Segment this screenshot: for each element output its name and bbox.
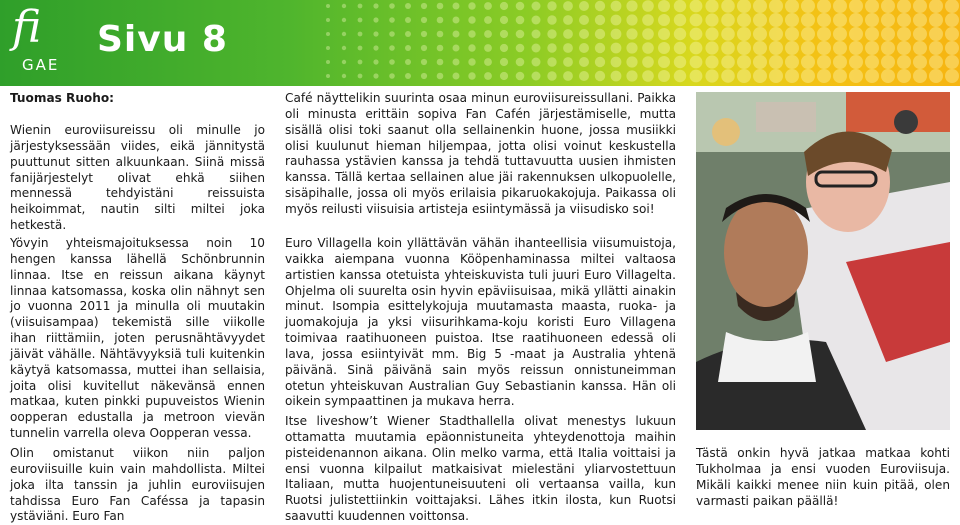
- decorative-dot: [801, 41, 815, 55]
- decorative-dot: [516, 16, 525, 25]
- decorative-dot: [421, 45, 427, 51]
- decorative-dot: [405, 73, 411, 79]
- decorative-dot: [547, 15, 556, 24]
- decorative-dot: [690, 0, 703, 12]
- decorative-dot: [833, 0, 847, 13]
- logo-gae-text: GAE: [22, 56, 60, 74]
- decorative-dot: [484, 44, 492, 52]
- decorative-dot: [705, 41, 718, 54]
- decorative-dot: [785, 27, 799, 41]
- decorative-dot: [484, 58, 492, 66]
- decorative-dot: [881, 55, 895, 69]
- decorative-dot: [881, 13, 895, 27]
- paragraph: Yövyin yhteismajoituksessa noin 10 hengen kanssa lähellä Schönbrunnin linnaa. Itse en reissun aikana käynyt linnaa katsomassa, koska olin nähnyt sen jo vuonna 2011 ja minulla oli muutakin (viisuisampaa) tekemistä sille viikolle ihan riittämiin, joten perusnähtävyydet jäivät vähälle. Nähtävyyksiä tuli kuitenkin käytyä katsomassa, muttei ihan sellaisia, joita olisi kuvitellut näkevänsä ennen matkaa, kuten pinkki pupuveistos Wienin oopperan edustalla ja metroon vievän tunnelin varrella oleva Oopperan vessa.: [10, 236, 265, 441]
- decorative-dot: [801, 0, 815, 13]
- decorative-dot: [595, 57, 605, 67]
- decorative-dot: [913, 0, 927, 13]
- decorative-dot: [500, 44, 508, 52]
- decorative-dot: [532, 58, 541, 67]
- decorative-dot: [705, 27, 718, 40]
- decorative-dot: [611, 29, 622, 40]
- decorative-dot: [897, 13, 911, 27]
- decorative-dot: [516, 30, 525, 39]
- column-3: [696, 446, 950, 509]
- decorative-dot: [405, 17, 411, 23]
- decorative-dot: [453, 73, 460, 80]
- decorative-dot: [705, 13, 718, 26]
- decorative-dot: [833, 69, 847, 83]
- decorative-dot: [929, 13, 943, 27]
- decorative-dot: [421, 3, 427, 9]
- decorative-dot: [579, 1, 589, 11]
- decorative-dot: [405, 31, 411, 37]
- decorative-dot: [642, 28, 654, 40]
- decorative-dot: [642, 42, 654, 54]
- decorative-dot: [611, 43, 622, 54]
- decorative-dot: [437, 73, 444, 80]
- decorative-dot: [373, 17, 378, 22]
- decorative-dot: [737, 41, 751, 55]
- decorative-dot: [753, 13, 767, 27]
- decorative-dot: [342, 4, 346, 8]
- decorative-dot: [801, 55, 815, 69]
- decorative-dot: [881, 27, 895, 41]
- decorative-dot: [484, 72, 492, 80]
- decorative-dot: [595, 15, 605, 25]
- decorative-dot: [817, 27, 831, 41]
- column-2-body-2: [285, 236, 676, 410]
- decorative-dot: [626, 56, 637, 67]
- column-1-body: [10, 123, 265, 234]
- decorative-dot: [405, 45, 411, 51]
- decorative-dot: [484, 30, 492, 38]
- decorative-dot: [453, 3, 460, 10]
- decorative-dot: [642, 0, 654, 12]
- decorative-dot: [468, 72, 475, 79]
- decorative-dot: [484, 2, 492, 10]
- decorative-dot: [833, 13, 847, 27]
- decorative-dot: [849, 69, 863, 83]
- decorative-dot: [389, 73, 395, 79]
- column-1: [10, 91, 265, 107]
- decorative-dot: [500, 72, 508, 80]
- decorative-dot: [326, 74, 330, 78]
- decorative-dot: [674, 14, 686, 26]
- decorative-dot: [642, 70, 654, 82]
- decorative-dot: [358, 4, 363, 9]
- decorative-dot: [769, 27, 783, 41]
- decorative-dot: [389, 45, 395, 51]
- decorative-dot: [532, 30, 541, 39]
- decorative-dot: [897, 55, 911, 69]
- decorative-dot: [945, 27, 959, 41]
- decorative-dot: [547, 43, 556, 52]
- decorative-dot: [690, 70, 703, 83]
- decorative-dot: [737, 27, 751, 41]
- decorative-dot: [484, 16, 492, 24]
- decorative-dot: [326, 60, 330, 64]
- decorative-dot: [579, 29, 589, 39]
- decorative-dot: [358, 46, 363, 51]
- decorative-dot: [389, 3, 395, 9]
- decorative-dot: [865, 41, 879, 55]
- decorative-dot: [468, 2, 475, 9]
- decorative-dot: [468, 58, 475, 65]
- decorative-dot: [500, 2, 508, 10]
- decorative-dot: [563, 71, 573, 81]
- decorative-dot: [437, 31, 444, 38]
- decorative-dot: [421, 17, 427, 23]
- decorative-dot: [658, 0, 670, 12]
- decorative-dot: [897, 69, 911, 83]
- decorative-dot: [849, 55, 863, 69]
- decorative-dot: [833, 41, 847, 55]
- decorative-dot: [721, 27, 735, 41]
- column-1-body-2: [10, 236, 265, 442]
- decorative-dot: [690, 14, 703, 27]
- decorative-dot: [913, 41, 927, 55]
- decorative-dot: [865, 69, 879, 83]
- decorative-dot: [358, 32, 363, 37]
- decorative-dot: [373, 59, 378, 64]
- decorative-dot: [516, 2, 525, 11]
- decorative-dot: [817, 55, 831, 69]
- decorative-dot: [563, 29, 573, 39]
- decorative-dot: [405, 59, 411, 65]
- decorative-dot: [785, 0, 799, 13]
- decorative-dot: [833, 55, 847, 69]
- decorative-dot: [690, 56, 703, 69]
- paragraph: Olin omistanut viikon niin paljon euroviisuille kuin vain mahdollista. Miltei joka ilta tanssin ja juhlin euroviisujen tahdissa Euro Fan Caféssa ja tapasin ystäviäni. Euro Fan: [10, 446, 265, 524]
- decorative-dot: [674, 0, 686, 12]
- page-title: Sivu 8: [97, 19, 228, 60]
- decorative-dot: [658, 28, 670, 40]
- column-1-body-3: [10, 446, 265, 525]
- decorative-dot: [516, 58, 525, 67]
- decorative-dot: [945, 55, 959, 69]
- decorative-dot: [913, 13, 927, 27]
- decorative-dot: [785, 69, 799, 83]
- decorative-dot: [865, 0, 879, 13]
- decorative-dot: [516, 44, 525, 53]
- decorative-dot: [785, 13, 799, 27]
- decorative-dot: [721, 55, 735, 69]
- decorative-dot: [326, 32, 330, 36]
- decorative-dot: [500, 58, 508, 66]
- decorative-dot: [753, 69, 767, 83]
- decorative-dot: [532, 2, 541, 11]
- paragraph: Café näyttelikin suurinta osaa minun euroviisureissullani. Paikka oli minusta erittäin sopiva Fan Cafén järjestämiselle, mutta sisällä olisi toki saanut olla sellainenkin huone, jossa musiikki olisi kuulunut hieman hiljempaa, jotta olisi voinut keskustella rauhassa ystävien kanssa ja tehdä tuttavuutta uusien ihmisten kanssa. Tällä kertaa sellainen alue jäi rakennuksen ulkopuolelle, sisäpihalle, jossa oli myös erilaisia pikaruokakojuja. Paikassa oli myös reilusti viisuisia artisteja esiintymässä ja viisudisko soi!: [285, 91, 676, 216]
- decorative-dot: [595, 29, 605, 39]
- decorative-dot: [342, 18, 346, 22]
- decorative-dot: [468, 16, 475, 23]
- decorative-dot: [945, 41, 959, 55]
- decorative-dot: [547, 1, 556, 10]
- decorative-dot: [595, 43, 605, 53]
- decorative-dot: [897, 27, 911, 41]
- decorative-dot: [373, 31, 378, 36]
- decorative-dot: [929, 55, 943, 69]
- decorative-dot: [865, 27, 879, 41]
- decorative-dot: [690, 42, 703, 55]
- decorative-dot: [658, 70, 670, 82]
- decorative-dot: [881, 0, 895, 13]
- decorative-dot: [579, 71, 589, 81]
- decorative-dot: [769, 41, 783, 55]
- decorative-dot: [421, 59, 427, 65]
- decorative-dot: [611, 15, 622, 26]
- decorative-dot: [595, 1, 605, 11]
- decorative-dot: [849, 41, 863, 55]
- decorative-dot: [929, 41, 943, 55]
- decorative-dot: [913, 27, 927, 41]
- decorative-dot: [421, 31, 427, 37]
- decorative-dot: [342, 74, 346, 78]
- decorative-dot: [563, 15, 573, 25]
- decorative-dot: [929, 69, 943, 83]
- decorative-dot: [500, 16, 508, 24]
- decorative-dot: [389, 59, 395, 65]
- decorative-dot: [437, 3, 444, 10]
- decorative-dot: [437, 17, 444, 24]
- decorative-dot: [721, 0, 735, 13]
- decorative-dot: [737, 55, 751, 69]
- decorative-dot: [547, 29, 556, 38]
- decorative-dot: [373, 3, 378, 8]
- paragraph: Itse liveshow’t Wiener Stadthallella olivat menestys lukuun ottamatta muutamia epäonnistuneita yhteydenottoja maihin pisteidenannon aikana. Olin melko varma, että Italia voittaisi ja ensi vuonna kilpailut matkaisivat mielestäni yliarvostettuun Italiaan, mutta huojentuneisuuteni oli vertaansa vailla, kun Ruotsi julistettiinkin voittajaksi. Lähes itkin ilosta, kun Ruotsi saavutti kuudennen voittonsa.: [285, 414, 676, 524]
- decorative-dot: [897, 41, 911, 55]
- decorative-dot: [547, 57, 556, 66]
- decorative-dot: [579, 43, 589, 53]
- decorative-dot: [801, 69, 815, 83]
- decorative-dot: [389, 31, 395, 37]
- decorative-dot: [753, 0, 767, 13]
- decorative-dot: [453, 45, 460, 52]
- decorative-dot: [658, 14, 670, 26]
- logo-fi-text: fi: [12, 2, 42, 53]
- decorative-dot: [642, 14, 654, 26]
- decorative-dot: [373, 73, 378, 78]
- decorative-dot: [833, 27, 847, 41]
- decorative-dot: [737, 0, 751, 13]
- decorative-dot: [753, 55, 767, 69]
- decorative-dot: [674, 70, 686, 82]
- decorative-dot: [721, 13, 735, 27]
- decorative-dot: [326, 46, 330, 50]
- decorative-dot: [532, 44, 541, 53]
- decorative-dot: [421, 73, 427, 79]
- paragraph: Euro Villagella koin yllättävän vähän ihanteellisia viisumuistoja, vaikka aiempana vuonna Kööpenhaminassa miltei valtaosa artistien kanssa otetuista yhteiskuvista tuli juuri Euro Villagelta. Ohjelma oli suurelta osin hyvin epäviisuisaa, mikä yllätti ainakin minut. Isompia esittelykojuja muutamasta maasta, ruoka- ja juomakojuja ja yksi viisurihkama-koju koristi Euro Villagena toimivaa raatihuoneen puistoa. Itse raatihuoneen edessä oli lava, jossa esiintyivät mm. Big 5 -maat ja Australia yhtenä päivänä. Sinä päivänä sain myös reissun onnistuneimman otetun yhteiskuvan Australian Guy Sebastianin kanssa. Hän oli oikein sympaattinen ja mukava herra.: [285, 236, 676, 409]
- decorative-dot: [358, 60, 363, 65]
- decorative-dot: [532, 16, 541, 25]
- decorative-dot: [801, 13, 815, 27]
- decorative-dot: [626, 28, 637, 39]
- decorative-dot: [405, 3, 411, 9]
- decorative-dot: [785, 41, 799, 55]
- decorative-dot: [453, 17, 460, 24]
- decorative-dot: [721, 41, 735, 55]
- decorative-dot: [563, 43, 573, 53]
- decorative-dot: [737, 13, 751, 27]
- decorative-dot: [785, 55, 799, 69]
- decorative-dot: [769, 69, 783, 83]
- decorative-dot: [705, 55, 718, 68]
- decorative-dot: [913, 55, 927, 69]
- decorative-dot: [737, 69, 751, 83]
- author-name: Tuomas Ruoho:: [10, 91, 114, 105]
- decorative-dot: [881, 69, 895, 83]
- decorative-dot: [849, 27, 863, 41]
- decorative-dot: [674, 56, 686, 68]
- decorative-dot: [769, 0, 783, 13]
- decorative-dot: [626, 14, 637, 25]
- decorative-dot: [658, 42, 670, 54]
- decorative-dot: [753, 27, 767, 41]
- decorative-dot: [849, 0, 863, 13]
- decorative-dot: [705, 69, 718, 82]
- decorative-dot: [881, 41, 895, 55]
- fi-gae-logo: [10, 2, 80, 76]
- decorative-dot: [579, 57, 589, 67]
- decorative-dot: [658, 56, 670, 68]
- decorative-dot: [817, 13, 831, 27]
- decorative-dot: [563, 57, 573, 67]
- decorative-dot: [373, 45, 378, 50]
- decorative-dot: [500, 30, 508, 38]
- decorative-dot: [721, 69, 735, 83]
- decorative-dot: [626, 42, 637, 53]
- decorative-dot: [358, 74, 363, 79]
- decorative-dot: [326, 18, 330, 22]
- decorative-dot: [595, 71, 605, 81]
- decorative-dot: [690, 28, 703, 41]
- header-banner: [0, 0, 960, 86]
- photo-two-men: [696, 92, 950, 430]
- decorative-dot: [705, 0, 718, 13]
- decorative-dot: [516, 72, 525, 81]
- decorative-dot: [342, 60, 346, 64]
- decorative-dot: [626, 0, 637, 11]
- decorative-dot: [817, 41, 831, 55]
- decorative-dot: [769, 55, 783, 69]
- decorative-dot: [611, 71, 622, 82]
- decorative-dot: [674, 42, 686, 54]
- decorative-dot: [865, 55, 879, 69]
- decorative-dot: [532, 72, 541, 81]
- decorative-dot: [547, 71, 556, 80]
- decorative-dot: [945, 69, 959, 83]
- decorative-dot: [769, 13, 783, 27]
- decorative-dot: [817, 0, 831, 13]
- decorative-dot: [611, 57, 622, 68]
- decorative-dot: [342, 32, 346, 36]
- decorative-dot: [389, 17, 395, 23]
- column-2: [285, 91, 676, 218]
- decorative-dot: [563, 1, 573, 11]
- decorative-dot: [753, 41, 767, 55]
- decorative-dot: [437, 45, 444, 52]
- paragraph: Tästä onkin hyvä jatkaa matkaa kohti Tukholmaa ja ensi vuoden Euroviisuja. Mikäli kaikki menee niin kuin pitää, olen varmasti paikan päällä!: [696, 446, 950, 508]
- column-2-body-3: [285, 414, 676, 525]
- decorative-dot: [817, 69, 831, 83]
- decorative-dot: [642, 56, 654, 68]
- decorative-dot: [945, 13, 959, 27]
- decorative-dot: [453, 59, 460, 66]
- decorative-dot: [326, 4, 330, 8]
- decorative-dot: [929, 0, 943, 13]
- decorative-dot: [468, 44, 475, 51]
- decorative-dot: [913, 69, 927, 83]
- decorative-dot: [897, 0, 911, 13]
- decorative-dot: [611, 1, 622, 12]
- decorative-dot: [358, 18, 363, 23]
- decorative-dot: [674, 28, 686, 40]
- decorative-dot: [579, 15, 589, 25]
- decorative-dot: [945, 0, 959, 13]
- decorative-dot: [849, 13, 863, 27]
- paragraph: Wienin euroviisureissu oli minulle jo järjestyksessään viides, eikä jännitystä puuttunut sitten alkuunkaan. Siinä missä fanijärjestelyt olivat ehkä siihen mennessä tehdyistäni reissuista heikoimmat, nautin silti miltei joka hetkestä.: [10, 123, 265, 233]
- decorative-dot: [468, 30, 475, 37]
- decorative-dot: [929, 27, 943, 41]
- decorative-dot: [801, 27, 815, 41]
- decorative-dot: [865, 13, 879, 27]
- decorative-dot: [626, 70, 637, 81]
- decorative-dot: [437, 59, 444, 66]
- decorative-dot: [342, 46, 346, 50]
- decorative-dot: [453, 31, 460, 38]
